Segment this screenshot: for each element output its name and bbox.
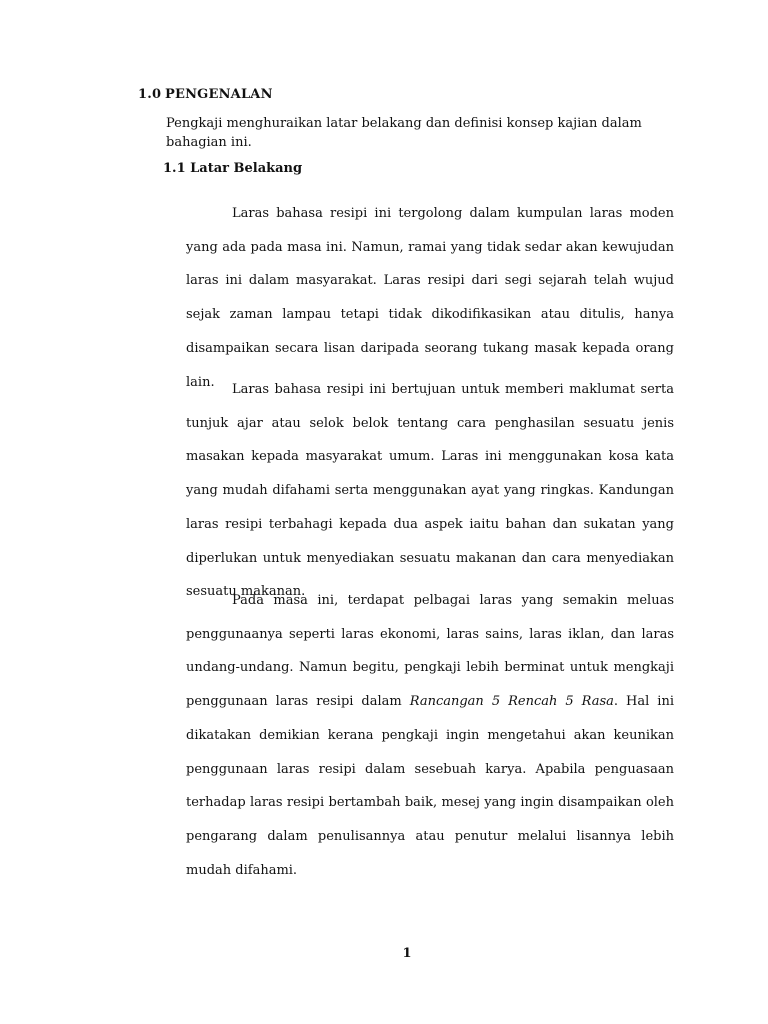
paragraph-3-text-before: Pada masa ini, terdapat pelbagai laras yang semakin meluas penggunaanya seperti laras ekonomi, laras sains, laras iklan, dan laras undang-undang. Namun begitu, pengkaji lebih berminat untuk mengkaji penggunaan laras resipi dalam (186, 593, 674, 710)
subsection-heading: 1.1 Latar Belakang (163, 161, 303, 176)
section-title: PENGENALAN (165, 87, 273, 102)
paragraph-2: Laras bahasa resipi ini bertujuan untuk memberi maklumat serta tunjuk ajar atau selok belok tentang cara penghasilan sesuatu jenis masakan kepada masyarakat umum. Laras ini menggunakan kosa kata yang mudah difahami serta menggunakan ayat yang ringkas. Kandungan laras resipi terbahagi kepada dua aspek iaitu bahan dan sukatan yang diperlukan untuk menyediakan sesuatu makanan dan cara menyediakan sesuatu makanan. (186, 382, 674, 600)
paragraph-3 (186, 584, 674, 887)
paragraph-1: Laras bahasa resipi ini tergolong dalam kumpulan laras moden yang ada pada masa ini. Namun, ramai yang tidak sedar akan kewujudan laras ini dalam masyarakat. Laras resipi dari segi sejarah telah wujud sejak zaman lampau tetapi tidak dikodifikasikan atau ditulis, hanya disampaikan secara lisan daripada seorang tukang masak kepada orang lain. (186, 206, 674, 390)
section-number: 1.0 (138, 87, 162, 102)
page-number: 1 (402, 946, 412, 961)
intro-text: Pengkaji menghuraikan latar belakang dan definisi konsep kajian dalam bahagian ini. (166, 116, 642, 150)
section-heading (138, 87, 273, 102)
program-title: Rancangan 5 Rencah 5 Rasa (409, 694, 614, 710)
paragraph-3-text-after: . Hal ini dikatakan demikian kerana pengkaji ingin mengetahui akan keunikan penggunaan laras resipi dalam sesebuah karya. Apabila penguasaan terhadap laras resipi bertambah baik, mesej yang ingin disampaikan oleh pengarang dalam penulisannya atau penutur melalui lisannya lebih mudah difahami. (186, 694, 674, 878)
